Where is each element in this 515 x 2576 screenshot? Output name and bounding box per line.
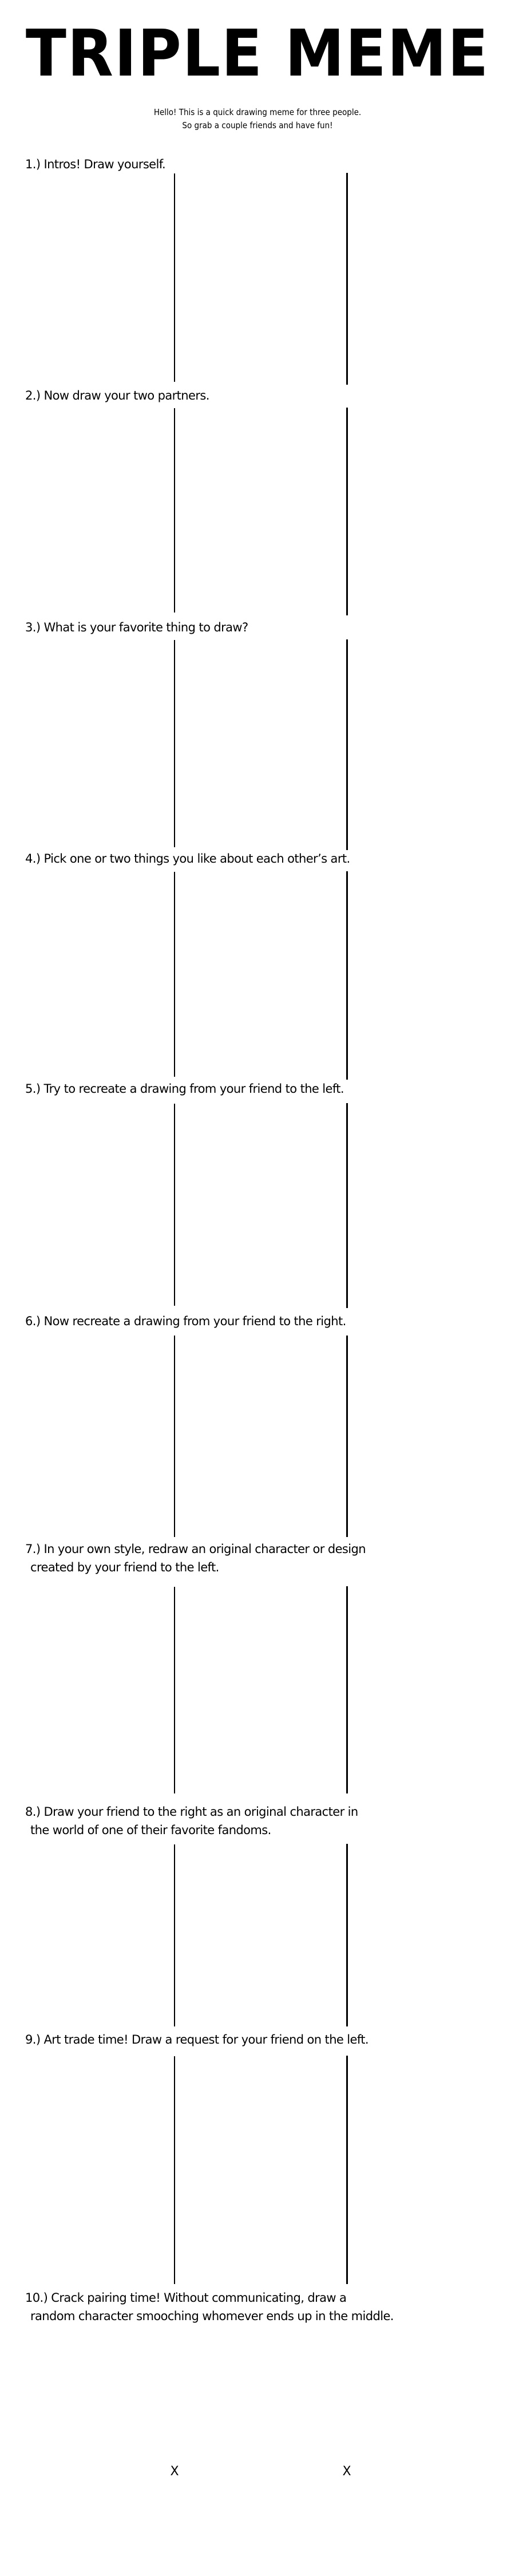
step-prompt-line: 9.) Art trade time! Draw a request for your friend on the left. bbox=[25, 2033, 369, 2046]
intro-line-2: So grab a couple friends and have fun! bbox=[182, 120, 333, 131]
divider-right-step-1 bbox=[346, 173, 348, 385]
divider-right-step-7 bbox=[346, 1586, 348, 1793]
step-prompt-line: 4.) Pick one or two things you like about each other’s art. bbox=[25, 852, 350, 866]
step-1-prompt bbox=[25, 155, 165, 173]
step-7-prompt bbox=[25, 1540, 366, 1577]
divider-right-step-5 bbox=[346, 1103, 348, 1308]
divider-left-step-1 bbox=[174, 173, 175, 382]
step-2-prompt bbox=[25, 386, 209, 405]
divider-left-step-9 bbox=[174, 2056, 175, 2284]
step-8-prompt bbox=[25, 1803, 358, 1839]
intro-text bbox=[0, 106, 515, 132]
divider-right-step-4 bbox=[346, 871, 348, 1080]
divider-left-step-5 bbox=[174, 1104, 175, 1306]
step-prompt-line: 10.) Crack pairing time! Without communicating, draw a bbox=[25, 2291, 347, 2305]
divider-left-step-4 bbox=[174, 872, 175, 1077]
step-10-prompt bbox=[25, 2289, 394, 2325]
x-mark-right: X bbox=[342, 2464, 351, 2479]
step-prompt-line: 3.) What is your favorite thing to draw? bbox=[25, 621, 248, 634]
step-prompt-line: created by your friend to the left. bbox=[30, 1560, 219, 1574]
page-title: TRIPLE MEME bbox=[25, 17, 490, 91]
step-4-prompt bbox=[25, 850, 350, 868]
step-6-prompt bbox=[25, 1312, 346, 1330]
divider-left-step-2 bbox=[174, 408, 175, 613]
divider-right-step-2 bbox=[346, 408, 348, 615]
divider-left-step-8 bbox=[174, 1844, 175, 2026]
step-prompt-line: 5.) Try to recreate a drawing from your friend to the left. bbox=[25, 1082, 344, 1096]
step-prompt-line: 6.) Now recreate a drawing from your friend to the right. bbox=[25, 1314, 346, 1328]
x-mark-left: X bbox=[170, 2464, 179, 2479]
step-prompt-line: 7.) In your own style, redraw an original character or design bbox=[25, 1542, 366, 1556]
step-prompt-line: 8.) Draw your friend to the right as an original character in bbox=[25, 1805, 358, 1819]
step-prompt-line: 1.) Intros! Draw yourself. bbox=[25, 157, 166, 171]
step-prompt-line: 2.) Now draw your two partners. bbox=[25, 389, 209, 402]
divider-right-step-8 bbox=[346, 1844, 348, 2026]
divider-right-step-9 bbox=[346, 2056, 348, 2284]
intro-line-1: Hello! This is a quick drawing meme for three people. bbox=[153, 107, 362, 117]
step-9-prompt bbox=[25, 2030, 369, 2049]
divider-left-step-6 bbox=[174, 1336, 175, 1537]
divider-left-step-7 bbox=[174, 1587, 175, 1793]
divider-left-step-3 bbox=[174, 640, 175, 847]
step-prompt-line: the world of one of their favorite fandoms. bbox=[30, 1823, 271, 1837]
step-prompt-line: random character smooching whomever ends up in the middle. bbox=[30, 2309, 394, 2323]
step-5-prompt bbox=[25, 1080, 344, 1098]
step-3-prompt bbox=[25, 618, 248, 637]
divider-right-step-6 bbox=[346, 1336, 348, 1537]
divider-right-step-3 bbox=[346, 639, 348, 850]
